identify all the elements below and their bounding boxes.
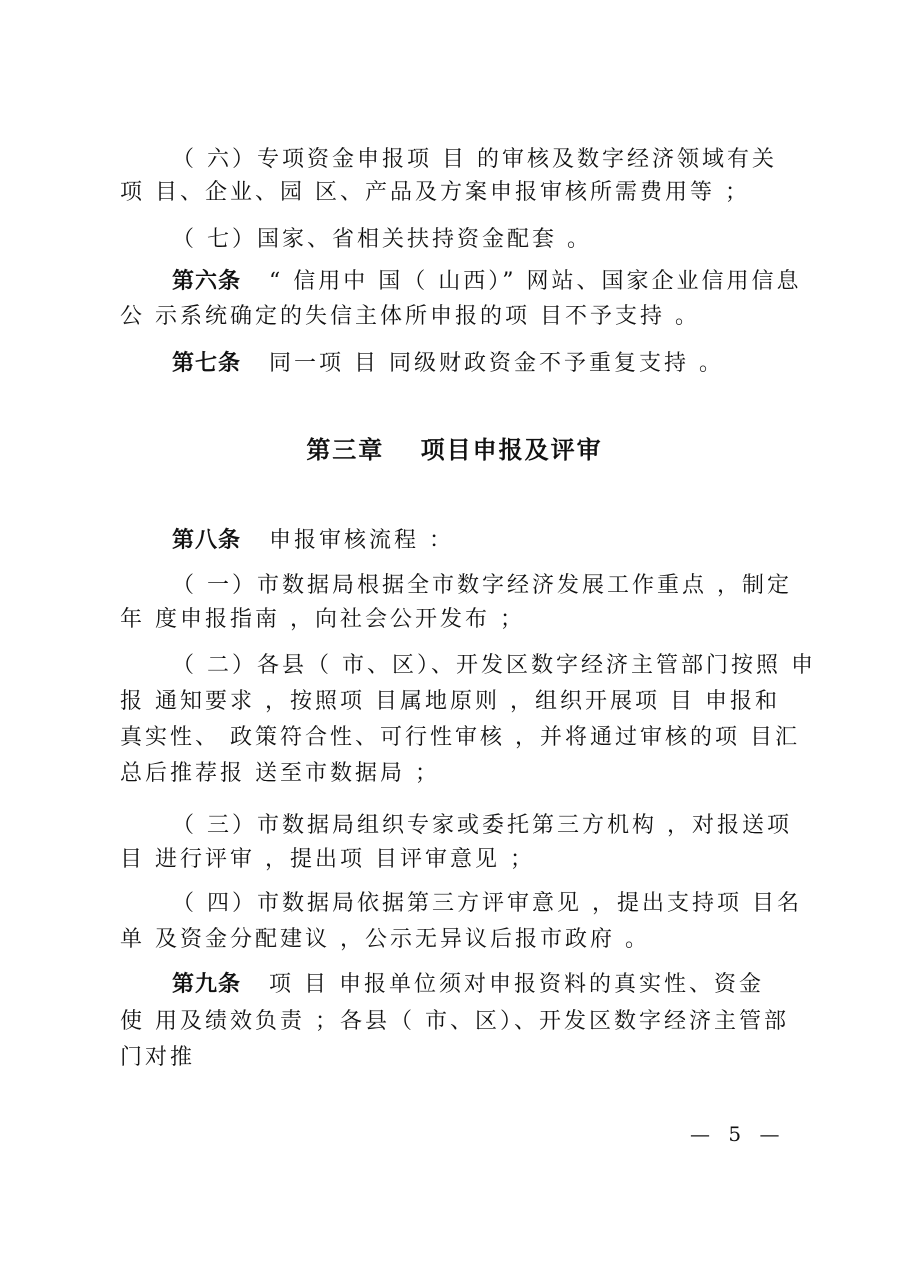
paragraph-line: 目 进行评审 ，提出项 目评审意见 ； [120,847,535,872]
paragraph-line: 单 及资金分配建议 ，公示无异议后报市政府 。 [120,927,650,952]
article-text: 同一项 目 同级财政资金不予重复支持 。 [269,351,724,376]
paragraph-line: （ 六）专项资金申报项 目 的审核及数字经济领域有关 [172,147,777,172]
paragraph-line: （ 一）市数据局根据全市数字经济发展工作重点 ，制定 [172,573,792,598]
paragraph-line: 公 示系统确定的失信主体所申报的项 目不予支持 。 [120,304,700,329]
paragraph-line: 使 用及绩效负责 ；各县（ 市、区）、开发区数字经济主管部 [120,1009,789,1034]
article-title: 第八条 [172,528,242,553]
paragraph-line: （ 七）国家、省相关扶持资金配套 。 [172,227,592,252]
article-6-line [172,264,802,300]
article-text: 申报审核流程 ： [269,528,455,553]
page-number: — 5 — [690,1122,786,1146]
paragraph-line: （ 四）市数据局依据第三方评审意见 ，提出支持项 目名 [172,891,802,916]
chapter-heading: 第三章 项目申报及评审 [306,436,603,464]
paragraph-line: 报 通知要求 ，按照项 目属地原则 ，组织开展项 目 申报和 [120,689,780,714]
paragraph-line: 项 目、企业、园 区、产品及方案申报审核所需费用等 ； [120,180,750,205]
article-text: 项 目 申报单位须对申报资料的真实性、资金 [269,972,765,997]
article-title: 第七条 [172,351,242,376]
article-8-line [172,523,790,559]
article-text: “ 信用中 国（ 山西）” 网站、国家企业信用信息 [269,269,802,294]
paragraph-line: 年 度申报指南 ，向社会公开发布 ； [120,607,525,632]
paragraph-line: 真实性、 政策符合性、可行性审核 ，并将通过审核的项 目汇 [120,725,800,750]
article-9-line [172,967,790,1003]
paragraph-line: 总后推荐报 送至市数据局 ； [120,761,440,786]
paragraph-line: （ 二）各县（ 市、区）、开发区数字经济主管部门按照 申 [172,653,816,678]
article-7-line [172,346,790,382]
paragraph-line: （ 三）市数据局组织专家或委托第三方机构 ，对报送项 [172,813,792,838]
article-title: 第六条 [172,269,242,294]
article-title: 第九条 [172,972,242,997]
paragraph-line: 门对推 [120,1045,196,1070]
